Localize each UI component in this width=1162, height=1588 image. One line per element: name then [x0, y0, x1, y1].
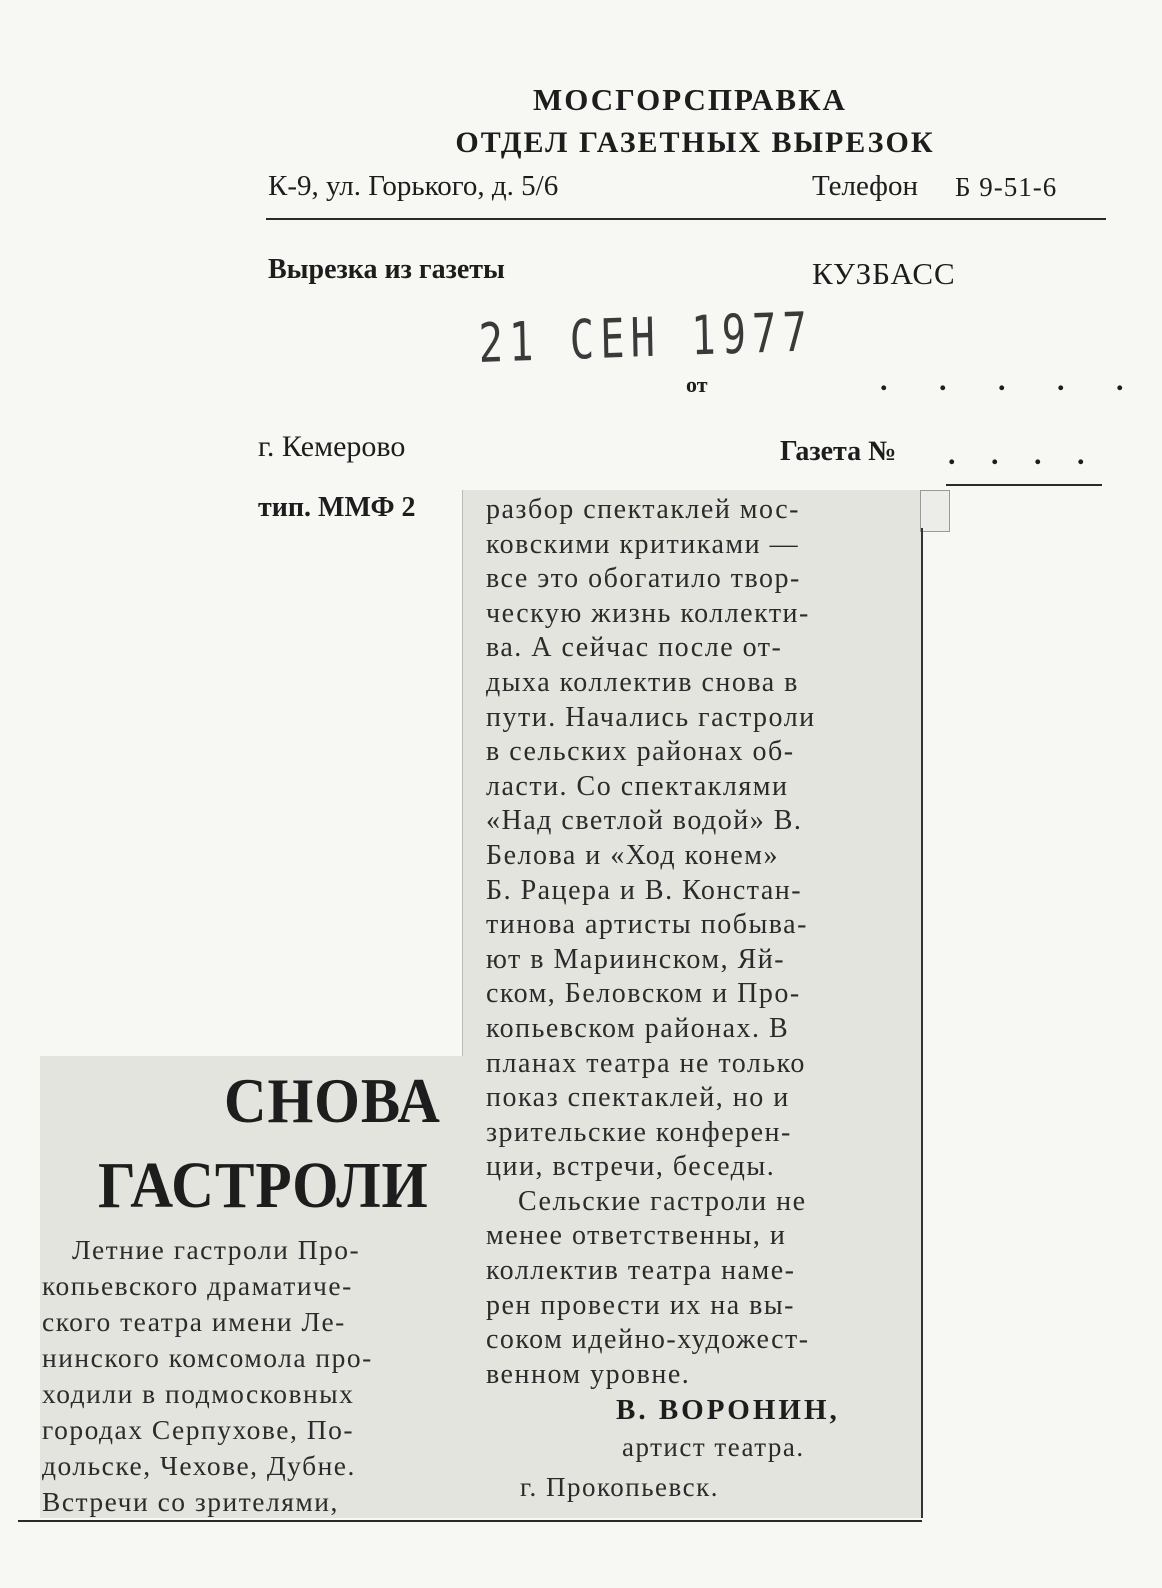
text-line: венном уровне.: [486, 1358, 691, 1390]
date-dots: . . . . .: [880, 364, 1146, 397]
issue-dots: . . . .: [948, 438, 1099, 471]
newspaper-name: КУЗБАСС: [812, 256, 956, 291]
text-line: все это обогатило твор-: [486, 563, 801, 595]
from-label: от: [686, 372, 708, 397]
text-line: ва. А сейчас после от-: [486, 632, 783, 664]
article-title-line2: ГАСТРОЛИ: [98, 1149, 429, 1222]
clipping-tab: [920, 490, 950, 532]
text-line: Белова и «Ход конем»: [486, 839, 779, 871]
author-role: артист театра.: [622, 1432, 805, 1462]
text-line: рен провести их на вы-: [486, 1289, 795, 1321]
text-line: Сельские гастроли не: [518, 1185, 807, 1217]
text-line: дольске, Чехове, Дубне.: [42, 1450, 356, 1481]
text-line: пути. Начались гастроли: [486, 701, 816, 733]
text-line: дыха коллектив снова в: [486, 666, 799, 698]
text-line: менее ответственны, и: [486, 1220, 787, 1252]
author-city: г. Прокопьевск.: [520, 1472, 719, 1502]
phone-label: Телефон: [812, 170, 918, 202]
text-line: ского театра имени Ле-: [42, 1306, 346, 1337]
text-line: ции, встречи, беседы.: [486, 1151, 776, 1183]
date-stamp: 21 СЕН 1977: [478, 300, 814, 375]
text-line: показ спектаклей, но и: [486, 1082, 790, 1114]
text-line: Встречи со зрителями,: [42, 1486, 339, 1517]
article-column-2: [486, 494, 916, 1393]
address: К-9, ул. Горького, д. 5/6: [268, 170, 559, 202]
text-line: ческую жизнь коллекти-: [486, 597, 810, 629]
text-line: зрительские конферен-: [486, 1116, 792, 1148]
author-name: В. ВОРОНИН,: [616, 1394, 840, 1426]
text-line: «Над светлой водой» В.: [486, 805, 803, 837]
text-line: в сельских районах об-: [486, 736, 795, 768]
article-title-line1: СНОВА: [224, 1065, 441, 1136]
text-line: коллектив театра наме-: [486, 1255, 796, 1287]
clipping-label: Вырезка из газеты: [268, 254, 505, 285]
issue-underline: [946, 484, 1102, 486]
text-line: ходили в подмосковных: [42, 1378, 355, 1409]
clipping-edge-right: [921, 528, 923, 1518]
print-info: тип. ММФ 2: [258, 492, 416, 523]
text-line: копьевского драматиче-: [42, 1270, 353, 1301]
text-line: соком идейно-художест-: [486, 1324, 810, 1356]
text-line: Летние гастроли Про-: [72, 1234, 361, 1265]
text-line: ском, Беловском и Про-: [486, 978, 801, 1010]
text-line: нинского комсомола про-: [42, 1342, 373, 1373]
text-line: ласти. Со спектаклями: [486, 770, 789, 802]
text-line: планах театра не только: [486, 1047, 806, 1079]
text-line: копьевском районах. В: [486, 1012, 790, 1044]
text-line: тинова артисты побыва-: [486, 909, 808, 941]
text-line: Б. Рацера и В. Констан-: [486, 874, 803, 906]
city-label: г. Кемерово: [258, 430, 406, 463]
issue-label: Газета №: [780, 436, 897, 467]
text-line: ковскими критиками —: [486, 528, 800, 560]
org-name: МОСГОРСПРАВКА: [533, 82, 847, 117]
header-divider: [266, 218, 1106, 220]
phone-number: Б 9-51-6: [955, 172, 1058, 202]
text-line: городах Серпухове, По-: [42, 1414, 354, 1445]
article-column-1: [42, 1234, 462, 1522]
text-line: разбор спектаклей мос-: [486, 494, 800, 525]
department-name: ОТДЕЛ ГАЗЕТНЫХ ВЫРЕЗОК: [455, 126, 935, 159]
text-line: ют в Мариинском, Яй-: [486, 943, 786, 975]
